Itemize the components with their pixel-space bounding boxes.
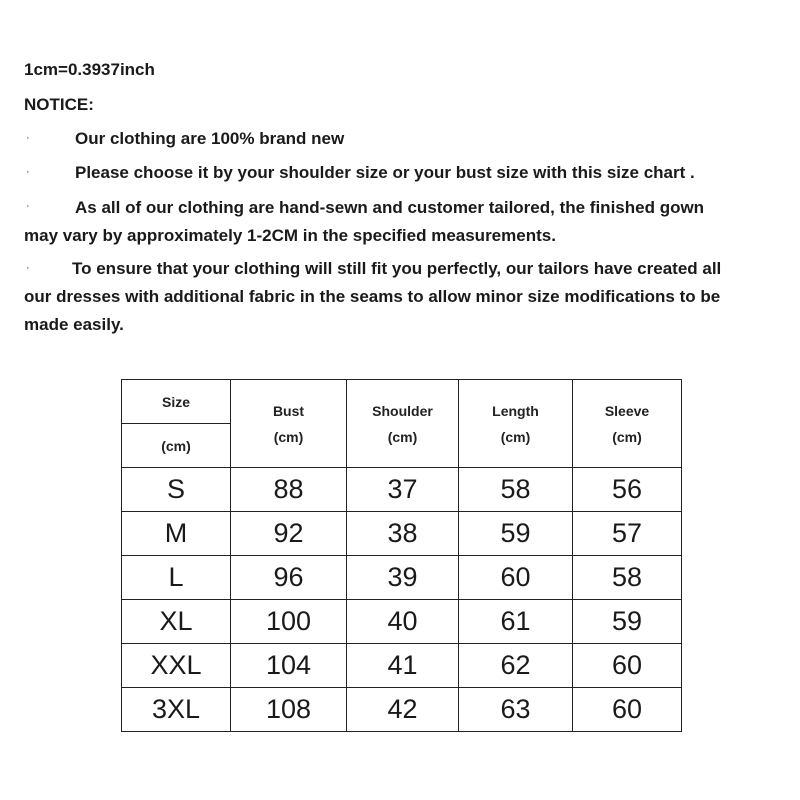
length-header [459, 380, 573, 468]
bust-unit: (cm) [273, 428, 304, 445]
bullet-2: · [26, 166, 30, 178]
size-unit-cell [122, 424, 231, 468]
length-cell: 63 [459, 688, 573, 732]
notice-3a: As all of our clothing are hand-sewn and customer tailored, the finished gown [75, 198, 705, 217]
bust-header [231, 380, 347, 468]
length-cell: 59 [459, 512, 573, 556]
notice-3b: may vary by approximately 1-2CM in the specified measurements. [24, 226, 556, 245]
bust-cell: 92 [231, 512, 347, 556]
sleeve-cell: 60 [573, 644, 682, 688]
notice-4a: To ensure that your clothing will still fit you perfectly, our tailors have created all [72, 259, 722, 278]
shoulder-unit: (cm) [387, 428, 418, 445]
conversion-note: 1cm=0.3937inch [24, 60, 155, 79]
sleeve-cell: 57 [573, 512, 682, 556]
length-unit: (cm) [500, 428, 531, 445]
size-header [122, 380, 231, 424]
size-cell: L [122, 556, 231, 600]
bullet-4: · [26, 262, 30, 274]
size-cell: XXL [122, 644, 231, 688]
table-row [122, 512, 682, 556]
notice-1: Our clothing are 100% brand new [75, 129, 345, 148]
notice-4c: made easily. [24, 315, 124, 334]
table-row [122, 600, 682, 644]
sleeve-header [573, 380, 682, 468]
size-label: Size [161, 393, 190, 410]
shoulder-label: Shoulder [372, 402, 433, 419]
size-unit: (cm) [161, 437, 191, 454]
notice-2: Please choose it by your shoulder size or your bust size with this size chart . [75, 163, 695, 182]
sleeve-label: Sleeve [604, 402, 650, 419]
bullet-1: · [26, 132, 30, 144]
shoulder-cell: 37 [347, 468, 459, 512]
bust-label: Bust [272, 402, 305, 419]
bust-cell: 100 [231, 600, 347, 644]
length-cell: 62 [459, 644, 573, 688]
shoulder-cell: 42 [347, 688, 459, 732]
table-row [122, 468, 682, 512]
sleeve-unit: (cm) [612, 428, 642, 445]
bust-cell: 108 [231, 688, 347, 732]
size-cell: S [122, 468, 231, 512]
bust-cell: 88 [231, 468, 347, 512]
table-row [122, 556, 682, 600]
shoulder-header [347, 380, 459, 468]
size-cell: XL [122, 600, 231, 644]
shoulder-cell: 41 [347, 644, 459, 688]
bust-cell: 96 [231, 556, 347, 600]
bullet-3: · [26, 200, 30, 212]
sleeve-cell: 56 [573, 468, 682, 512]
length-label: Length [492, 402, 539, 419]
sleeve-cell: 59 [573, 600, 682, 644]
notice-4b: our dresses with additional fabric in the seams to allow minor size modifications to be [24, 287, 721, 306]
shoulder-cell: 40 [347, 600, 459, 644]
bust-cell: 104 [231, 644, 347, 688]
notice-title: NOTICE: [24, 95, 94, 114]
sleeve-cell: 60 [573, 688, 682, 732]
table-row [122, 688, 682, 732]
sleeve-cell: 58 [573, 556, 682, 600]
length-cell: 58 [459, 468, 573, 512]
header-row-top [122, 380, 682, 424]
length-cell: 61 [459, 600, 573, 644]
shoulder-cell: 38 [347, 512, 459, 556]
size-cell: 3XL [122, 688, 231, 732]
size-cell: M [122, 512, 231, 556]
length-cell: 60 [459, 556, 573, 600]
size-chart-table [121, 379, 682, 732]
shoulder-cell: 39 [347, 556, 459, 600]
table-row [122, 644, 682, 688]
